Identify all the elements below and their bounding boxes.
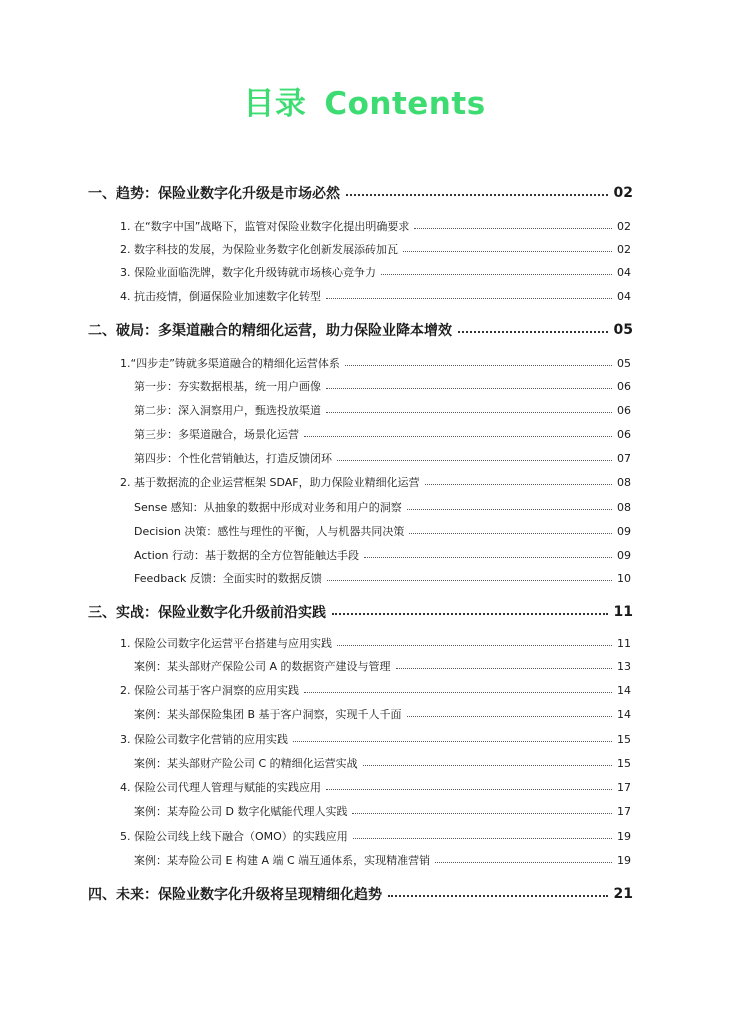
dot-leader — [345, 365, 612, 366]
toc-entry-label: 3. 保险业面临洗牌，数字化升级铸就市场核心竞争力 — [120, 266, 376, 279]
dot-leader — [346, 194, 608, 196]
toc-chapter[interactable] — [88, 180, 633, 206]
toc-page-number: 15 — [617, 756, 631, 770]
toc-subsection[interactable] — [134, 545, 631, 565]
toc-page-number: 14 — [617, 707, 631, 721]
toc-entry-label: Sense 感知：从抽象的数据中形成对业务和用户的洞察 — [134, 501, 402, 514]
toc-entry-label: 四、未来：保险业数字化升级将呈现精细化趋势 — [88, 887, 382, 903]
toc-section[interactable] — [120, 680, 631, 700]
dot-leader — [403, 251, 612, 252]
toc-page-number: 06 — [617, 403, 631, 417]
toc-chapter[interactable] — [88, 317, 633, 343]
toc-section[interactable] — [120, 286, 631, 306]
toc-entry-label: 案例：某寿险公司 D 数字化赋能代理人实践 — [134, 805, 348, 818]
toc-page-number: 02 — [617, 219, 631, 233]
toc-page-number: 02 — [613, 185, 633, 201]
toc-page-number: 19 — [617, 853, 631, 867]
toc-subsection[interactable] — [134, 704, 631, 724]
toc-entry-label: 4. 抗击疫情，倒逼保险业加速数字化转型 — [120, 290, 321, 303]
dot-leader — [409, 533, 612, 534]
toc-page-number: 09 — [617, 524, 631, 538]
dot-leader — [327, 580, 612, 581]
dot-leader — [353, 838, 612, 839]
toc-entry-label: Action 行动：基于数据的全方位智能触达手段 — [134, 549, 359, 562]
toc-subsection[interactable] — [134, 521, 631, 541]
toc-entry-label: 案例：某头部财产保险公司 A 的数据资产建设与管理 — [134, 660, 391, 673]
toc-subsection[interactable] — [134, 656, 631, 676]
toc-page-number: 04 — [617, 289, 631, 303]
dot-leader — [407, 716, 612, 717]
toc-page-number: 08 — [617, 500, 631, 514]
title-zh: 目录 — [243, 86, 307, 122]
dot-leader — [337, 645, 612, 646]
toc-entry-label: 1. 在“数字中国”战略下，监管对保险业数字化提出明确要求 — [120, 220, 410, 233]
toc-subsection[interactable] — [134, 400, 631, 420]
toc-page-number: 06 — [617, 427, 631, 441]
dot-leader — [332, 613, 608, 615]
toc-entry-label: Decision 决策：感性与理性的平衡，人与机器共同决策 — [134, 525, 405, 538]
title-en: Contents — [324, 86, 486, 122]
toc-section[interactable] — [120, 262, 631, 282]
dot-leader — [458, 331, 608, 333]
dot-leader — [381, 274, 612, 275]
toc-page-number: 17 — [617, 780, 631, 794]
toc-entry-label: 案例：某头部财产险公司 C 的精细化运营实战 — [134, 757, 358, 770]
dot-leader — [326, 388, 612, 389]
toc-entry-label: 2. 数字科技的发展，为保险业务数字化创新发展添砖加瓦 — [120, 243, 398, 256]
toc-entry-label: 1.“四步走”铸就多渠道融合的精细化运营体系 — [120, 357, 340, 370]
toc-page-number: 21 — [613, 886, 633, 902]
toc-subsection[interactable] — [134, 568, 631, 588]
toc-section[interactable] — [120, 472, 631, 492]
toc-page-number: 15 — [617, 732, 631, 746]
dot-leader — [407, 509, 612, 510]
toc-section[interactable] — [120, 633, 631, 653]
toc-page-number: 19 — [617, 829, 631, 843]
toc-page-number: 08 — [617, 475, 631, 489]
toc-page-number: 10 — [617, 571, 631, 585]
toc-entry-label: 3. 保险公司数字化营销的应用实践 — [120, 733, 288, 746]
toc-page-number: 05 — [613, 322, 633, 338]
toc-entry-label: 2. 基于数据流的企业运营框架 SDAF，助力保险业精细化运营 — [120, 476, 420, 489]
dot-leader — [304, 692, 612, 693]
toc-section[interactable] — [120, 777, 631, 797]
toc-entry-label: 第二步：深入洞察用户，甄选投放渠道 — [134, 404, 321, 417]
toc-page-number: 09 — [617, 548, 631, 562]
page-title — [0, 78, 729, 123]
toc-page-number: 17 — [617, 804, 631, 818]
toc-entry-label: 第一步：夯实数据根基，统一用户画像 — [134, 380, 321, 393]
toc-page-number: 06 — [617, 379, 631, 393]
toc-page-number: 13 — [617, 659, 631, 673]
toc-entry-label: 第三步：多渠道融合，场景化运营 — [134, 428, 299, 441]
toc-entry-label: 三、实战：保险业数字化升级前沿实践 — [88, 605, 326, 621]
toc-subsection[interactable] — [134, 448, 631, 468]
toc-subsection[interactable] — [134, 497, 631, 517]
toc-page-number: 07 — [617, 451, 631, 465]
toc-entry-label: Feedback 反馈：全面实时的数据反馈 — [134, 572, 322, 585]
toc-subsection[interactable] — [134, 850, 631, 870]
toc-page-number: 11 — [613, 604, 633, 620]
toc-chapter[interactable] — [88, 881, 633, 907]
dot-leader — [396, 668, 612, 669]
toc-page-number: 04 — [617, 265, 631, 279]
toc-entry-label: 二、破局：多渠道融合的精细化运营，助力保险业降本增效 — [88, 323, 452, 339]
toc-entry-label: 第四步：个性化营销触达，打造反馈闭环 — [134, 452, 332, 465]
dot-leader — [326, 789, 612, 790]
toc-section[interactable] — [120, 826, 631, 846]
toc-subsection[interactable] — [134, 376, 631, 396]
dot-leader — [293, 741, 612, 742]
toc-page-number: 05 — [617, 356, 631, 370]
toc-entry-label: 2. 保险公司基于客户洞察的应用实践 — [120, 684, 299, 697]
dot-leader — [425, 484, 612, 485]
toc-entry-label: 5. 保险公司线上线下融合（OMO）的实践应用 — [120, 830, 348, 843]
toc-entry-label: 案例：某寿险公司 E 构建 A 端 C 端互通体系，实现精准营销 — [134, 854, 431, 867]
dot-leader — [352, 813, 612, 814]
toc-section[interactable] — [120, 239, 631, 259]
toc-subsection[interactable] — [134, 753, 631, 773]
dot-leader — [337, 460, 612, 461]
dot-leader — [304, 436, 612, 437]
dot-leader — [364, 557, 612, 558]
dot-leader — [326, 298, 612, 299]
toc-section[interactable] — [120, 353, 631, 373]
dot-leader — [414, 228, 612, 229]
dot-leader — [388, 895, 608, 897]
toc-section[interactable] — [120, 216, 631, 236]
dot-leader — [435, 862, 612, 863]
toc-chapter[interactable] — [88, 599, 633, 625]
dot-leader — [326, 412, 612, 413]
toc-subsection[interactable] — [134, 424, 631, 444]
toc-entry-label: 1. 保险公司数字化运营平台搭建与应用实践 — [120, 637, 332, 650]
toc-entry-label: 案例：某头部保险集团 B 基于客户洞察，实现千人千面 — [134, 708, 402, 721]
toc-subsection[interactable] — [134, 801, 631, 821]
dot-leader — [363, 765, 612, 766]
toc-entry-label: 一、趋势：保险业数字化升级是市场必然 — [88, 186, 340, 202]
toc-section[interactable] — [120, 729, 631, 749]
toc-entry-label: 4. 保险公司代理人管理与赋能的实践应用 — [120, 781, 321, 794]
toc-page-number: 02 — [617, 242, 631, 256]
toc-page-number: 11 — [617, 636, 631, 650]
toc-page-number: 14 — [617, 683, 631, 697]
